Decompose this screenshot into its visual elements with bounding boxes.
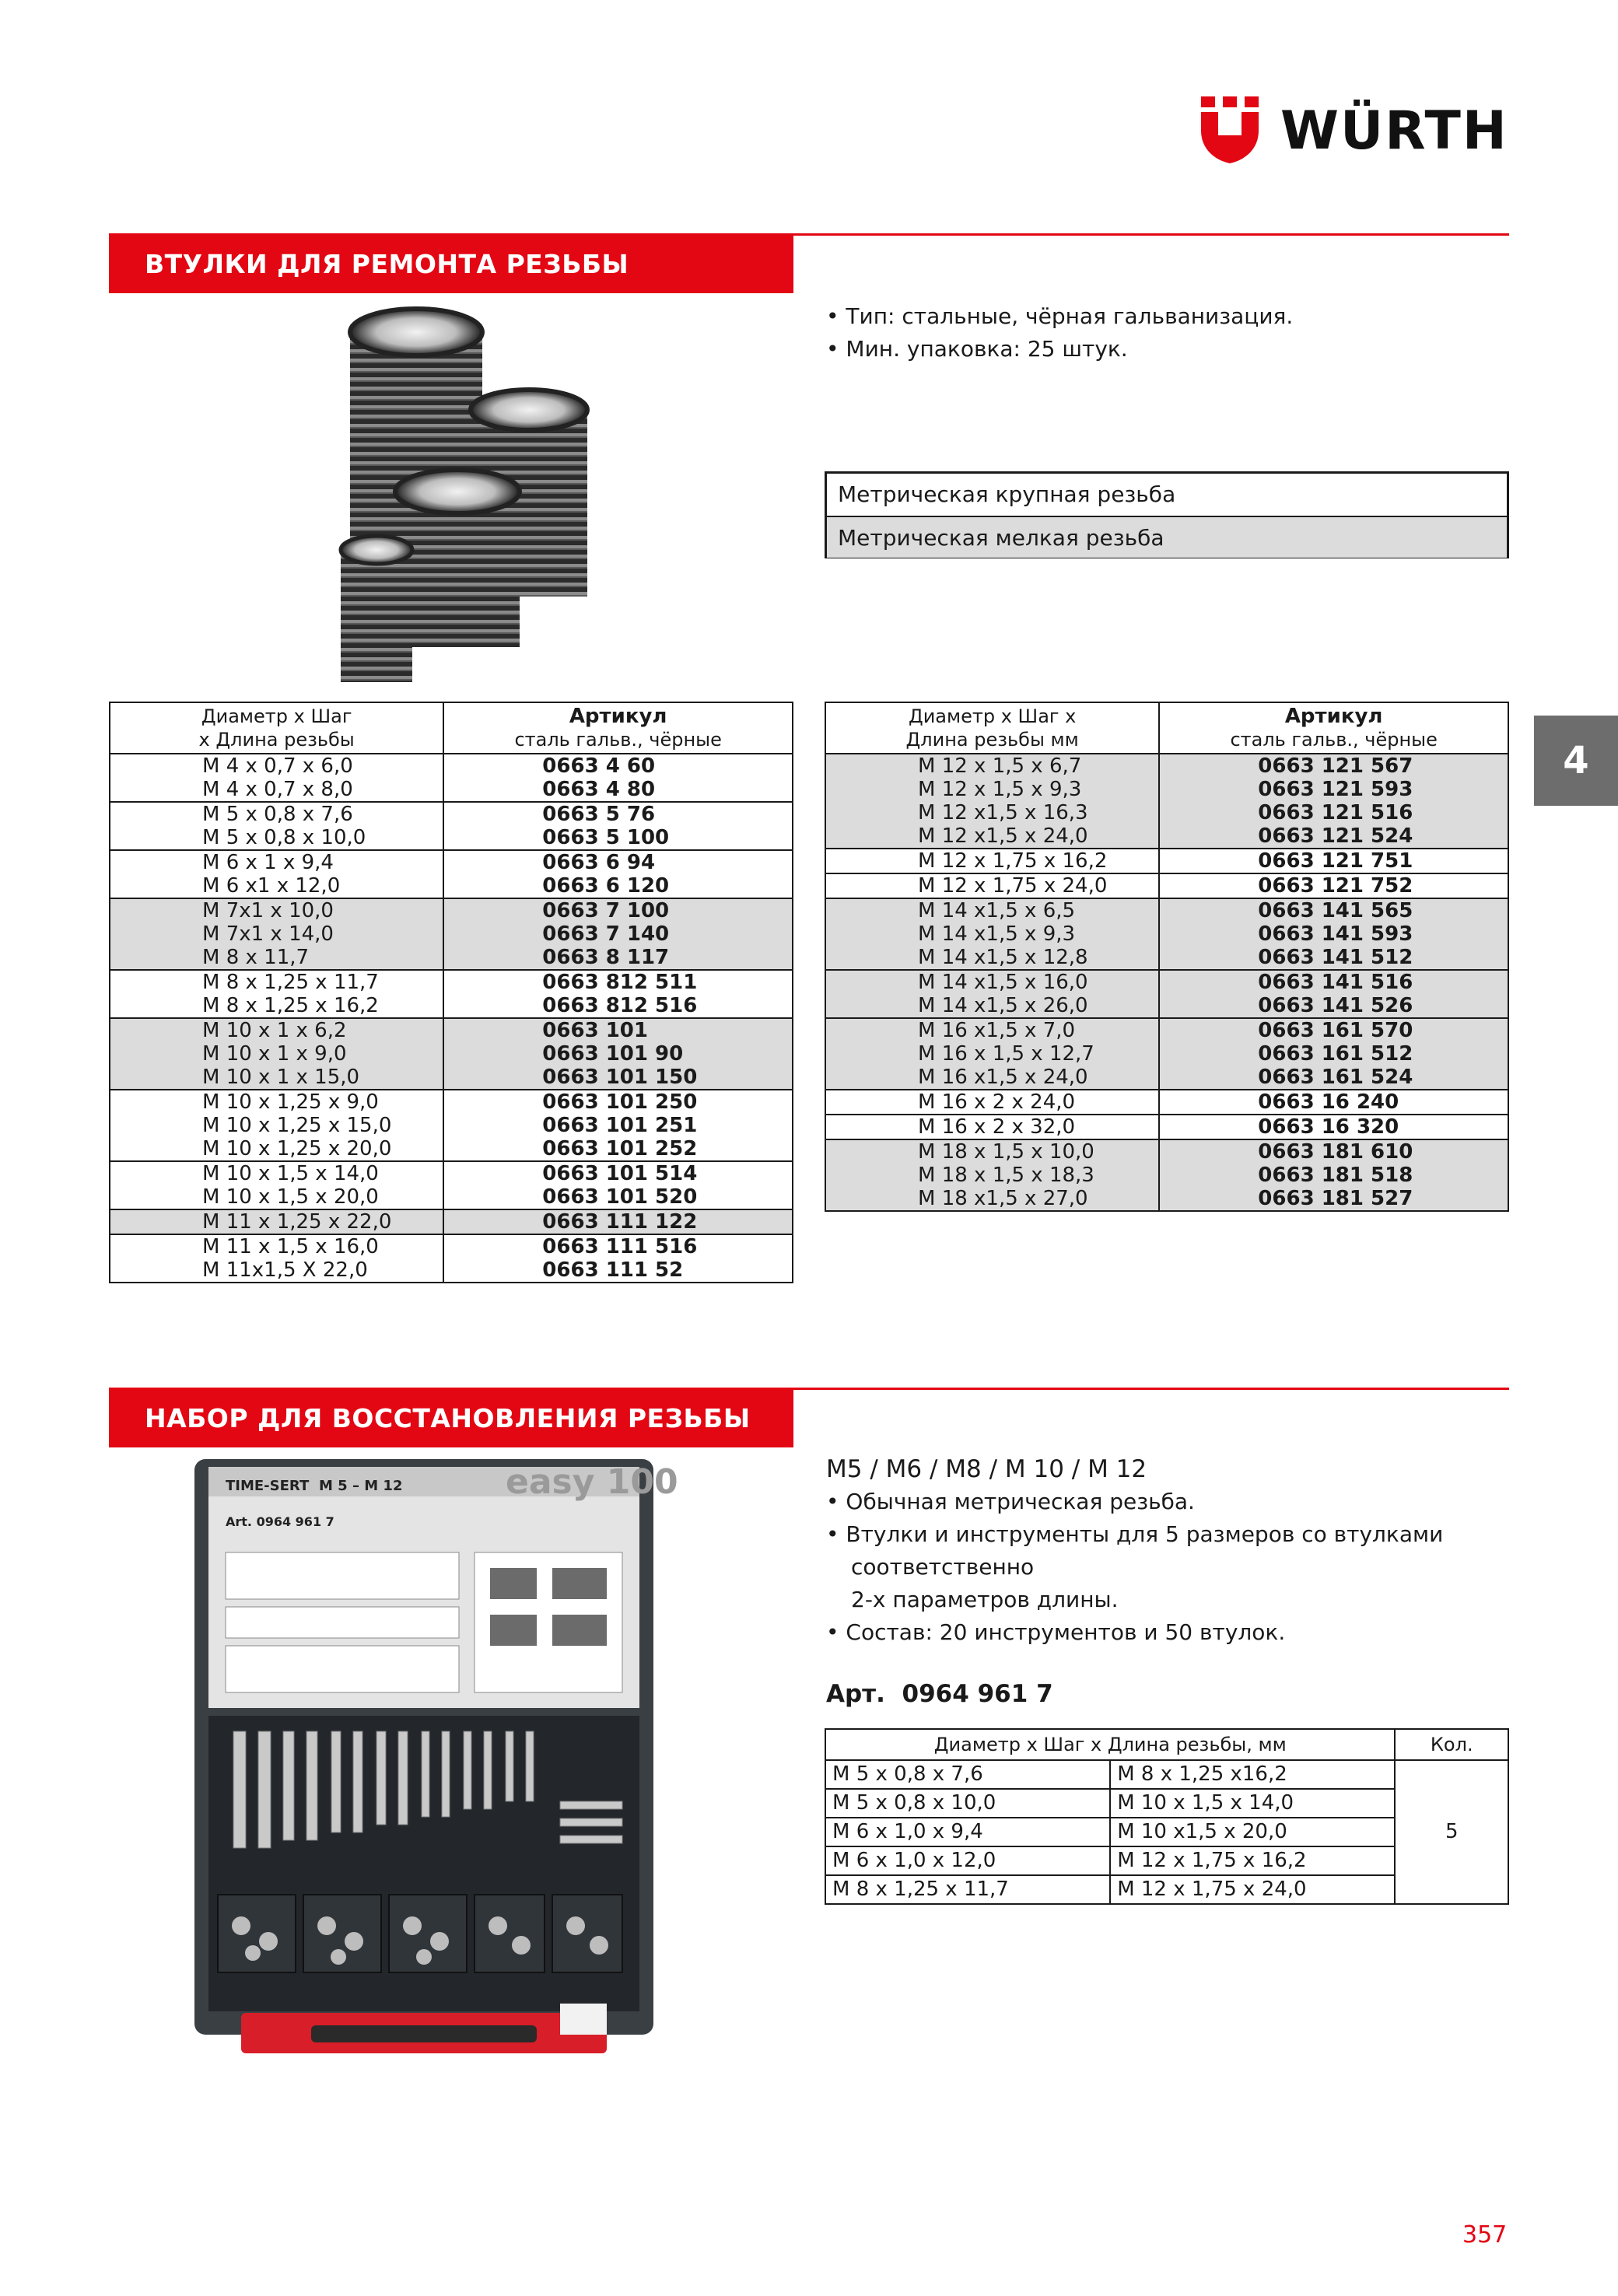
section1-bullets <box>826 300 1495 366</box>
inserts-table-right <box>825 702 1509 1212</box>
article-value: 0663 181 518 <box>1258 1164 1413 1187</box>
table-row <box>110 754 793 802</box>
size-cell <box>110 850 443 898</box>
article-cell <box>1159 873 1508 898</box>
set-size-cell: M 6 x 1,0 x 12,0 <box>825 1846 1110 1875</box>
article-cell <box>443 1209 793 1234</box>
article-value: 0663 121 524 <box>1258 824 1413 848</box>
article-value: 0663 161 524 <box>1258 1066 1413 1089</box>
kit-art-label: Art. 0964 961 7 <box>226 1514 334 1529</box>
column-header-article <box>443 702 793 754</box>
size-value: M 6 x 1 x 9,4 <box>202 851 334 874</box>
set-size-cell: M 5 x 0,8 x 10,0 <box>825 1789 1110 1818</box>
article-value: 0663 7 100 <box>542 899 670 922</box>
article-cell <box>1159 1115 1508 1139</box>
size-value: M 12 x 1,5 x 9,3 <box>918 778 1082 801</box>
size-value: M 18 x1,5 x 27,0 <box>918 1187 1088 1210</box>
table-row <box>110 1090 793 1161</box>
table-row <box>110 802 793 850</box>
set-row <box>825 1760 1508 1789</box>
size-value: M 10 x 1,5 x 14,0 <box>202 1162 379 1185</box>
set-size-cell: M 10 x1,5 x 20,0 <box>1110 1818 1395 1846</box>
header-article-title: Артикул <box>569 705 667 728</box>
size-value: M 16 x 1,5 x 12,7 <box>918 1042 1094 1066</box>
article-value: 0663 812 511 <box>542 971 698 994</box>
article-cell <box>1159 849 1508 873</box>
size-value: M 6 x1 x 12,0 <box>202 874 341 898</box>
size-value: M 12 x 1,75 x 16,2 <box>918 849 1108 873</box>
column-header-article <box>1159 702 1508 754</box>
size-cell <box>825 1018 1159 1090</box>
article-value: 0663 101 150 <box>542 1066 698 1089</box>
article-cell <box>1159 754 1508 849</box>
article-value: 0663 111 52 <box>542 1258 684 1282</box>
article-number: 0964 961 7 <box>902 1680 1053 1708</box>
article-value: 0663 181 527 <box>1258 1187 1413 1210</box>
size-cell <box>825 1139 1159 1211</box>
size-value: M 14 x1,5 x 12,8 <box>918 946 1088 969</box>
article-value: 0663 141 565 <box>1258 899 1413 922</box>
size-value: M 16 x1,5 x 24,0 <box>918 1066 1088 1089</box>
article-value: 0663 101 520 <box>542 1185 698 1209</box>
kit-brand-label: TIME-SERT <box>226 1478 310 1494</box>
article-value: 0663 161 512 <box>1258 1042 1413 1066</box>
table-row <box>825 873 1508 898</box>
article-value: 0663 121 752 <box>1258 874 1413 898</box>
article-cell <box>443 970 793 1018</box>
table-row <box>825 1139 1508 1211</box>
size-value: M 10 x 1 x 9,0 <box>202 1042 347 1066</box>
header-size-line1: Диаметр х Шаг <box>201 705 352 727</box>
size-value: M 10 x 1,25 x 9,0 <box>202 1090 379 1114</box>
header-size-line2: х Длина резьбы <box>198 729 355 751</box>
article-value: 0663 5 100 <box>542 826 670 849</box>
size-cell <box>110 754 443 802</box>
article-cell <box>1159 1018 1508 1090</box>
table-row <box>110 970 793 1018</box>
size-cell <box>825 898 1159 970</box>
article-value: 0663 8 117 <box>542 946 670 969</box>
size-cell <box>825 970 1159 1018</box>
size-value: M 18 x 1,5 x 18,3 <box>918 1164 1094 1187</box>
article-value: 0663 16 320 <box>1258 1115 1399 1139</box>
article-cell <box>443 1234 793 1283</box>
size-value: M 10 x 1,25 x 15,0 <box>202 1114 392 1137</box>
bullet-type: • Тип: стальные, чёрная гальванизация. <box>826 303 1294 329</box>
article-cell <box>1159 970 1508 1018</box>
article-cell <box>443 898 793 970</box>
article-value: 0663 5 76 <box>542 803 656 826</box>
article-cell <box>443 802 793 850</box>
bullet-contents: • Состав: 20 инструментов и 50 втулок. <box>826 1619 1286 1645</box>
header-size-line1: Диаметр х Шаг х <box>908 705 1077 727</box>
article-value: 0663 181 610 <box>1258 1140 1413 1164</box>
size-value: M 16 x 2 x 32,0 <box>918 1115 1076 1139</box>
article-cell <box>443 1090 793 1161</box>
article-cell <box>443 1018 793 1090</box>
article-value: 0663 101 514 <box>542 1162 698 1185</box>
size-cell <box>110 1209 443 1234</box>
brand-name: WÜRTH <box>1280 100 1508 162</box>
set-size-cell: M 5 x 0,8 x 7,6 <box>825 1760 1110 1789</box>
wurth-logo-mark <box>1201 96 1259 163</box>
article-label: Арт. <box>826 1680 885 1708</box>
article-value: 0663 101 250 <box>542 1090 698 1114</box>
size-value: M 8 x 11,7 <box>202 946 310 969</box>
table-row <box>825 754 1508 849</box>
table-row <box>110 1018 793 1090</box>
article-value: 0663 7 140 <box>542 922 670 946</box>
case-model-label: easy 100 <box>506 1462 678 1502</box>
article-value: 0663 121 516 <box>1258 801 1413 824</box>
size-cell <box>110 802 443 850</box>
size-value: M 4 x 0,7 x 8,0 <box>202 778 353 801</box>
set-size-cell: M 6 x 1,0 x 9,4 <box>825 1818 1110 1846</box>
size-value: M 10 x 1,5 x 20,0 <box>202 1185 379 1209</box>
header-article-sub: сталь гальв., чёрные <box>514 729 722 751</box>
article-value: 0663 121 751 <box>1258 849 1413 873</box>
set-header-sizes: Диаметр х Шаг х Длина резьбы, мм <box>825 1729 1395 1760</box>
set-size-cell: M 12 x 1,75 x 24,0 <box>1110 1875 1395 1904</box>
header-size-line2: Длина резьбы мм <box>905 729 1079 751</box>
inserts-table-right-body <box>825 754 1508 1211</box>
bullet-sizes: • Втулки и инструменты для 5 размеров со втулками <box>826 1521 1444 1547</box>
article-cell <box>1159 1090 1508 1115</box>
thread-type-legend <box>825 471 1509 558</box>
size-cell <box>825 1090 1159 1115</box>
section2-bullets <box>826 1486 1495 1649</box>
article-value: 0663 141 526 <box>1258 994 1413 1017</box>
article-value: 0663 16 240 <box>1258 1090 1399 1114</box>
header-article-sub: сталь гальв., чёрные <box>1230 729 1438 751</box>
article-value: 0663 111 516 <box>542 1235 698 1258</box>
size-cell <box>825 1115 1159 1139</box>
table-row <box>110 1234 793 1283</box>
bullet-min-pack: • Мин. упаковка: 25 штук. <box>826 336 1128 362</box>
size-value: M 7x1 x 14,0 <box>202 922 334 946</box>
bullet-metric: • Обычная метрическая резьба. <box>826 1489 1195 1514</box>
size-value: M 14 x1,5 x 6,5 <box>918 899 1076 922</box>
legend-fine: Метрическая мелкая резьба <box>827 516 1507 558</box>
page-number: 357 <box>1462 2221 1508 2249</box>
size-value: M 12 x1,5 x 16,3 <box>918 801 1088 824</box>
size-value: M 18 x 1,5 x 10,0 <box>918 1140 1094 1164</box>
size-value: M 12 x 1,75 x 24,0 <box>918 874 1108 898</box>
set-contents-table <box>825 1728 1509 1905</box>
set-size-cell: M 12 x 1,75 x 16,2 <box>1110 1846 1395 1875</box>
kit-model-label: M 5 – M 12 <box>319 1478 403 1494</box>
size-cell <box>110 1090 443 1161</box>
size-value: M 5 x 0,8 x 7,6 <box>202 803 353 826</box>
article-value: 0663 111 122 <box>542 1210 698 1234</box>
article-value: 0663 161 570 <box>1258 1019 1413 1042</box>
size-cell <box>825 754 1159 849</box>
size-cell <box>110 1161 443 1209</box>
set-size-cell: M 8 x 1,25 x 11,7 <box>825 1875 1110 1904</box>
size-cell <box>110 970 443 1018</box>
inserts-table-left-body <box>110 754 793 1283</box>
bullet-sizes-cont1: соответственно <box>851 1554 1035 1580</box>
table-row <box>825 898 1508 970</box>
article-value: 0663 101 252 <box>542 1137 698 1160</box>
article-cell <box>1159 898 1508 970</box>
chapter-tab[interactable]: 4 <box>1534 716 1618 806</box>
section1-title: ВТУЛКИ ДЛЯ РЕМОНТА РЕЗЬБЫ <box>109 236 793 293</box>
article-value: 0663 812 516 <box>542 994 698 1017</box>
article-cell <box>443 1161 793 1209</box>
set-article <box>826 1680 1053 1708</box>
article-cell <box>1159 1139 1508 1211</box>
size-value: M 12 x 1,5 x 6,7 <box>918 754 1082 778</box>
set-size-cell: M 8 x 1,25 x16,2 <box>1110 1760 1395 1789</box>
size-value: M 8 x 1,25 x 16,2 <box>202 994 379 1017</box>
size-cell <box>110 898 443 970</box>
table-row <box>110 1161 793 1209</box>
article-value: 0663 141 512 <box>1258 946 1413 969</box>
article-value: 0663 141 516 <box>1258 971 1413 994</box>
article-value: 0663 101 251 <box>542 1114 698 1137</box>
set-header-qty: Кол. <box>1395 1729 1508 1760</box>
thread-inserts-photo <box>109 293 793 690</box>
article-value: 0663 101 <box>542 1019 648 1042</box>
size-cell <box>825 873 1159 898</box>
set-qty-cell: 5 <box>1395 1760 1508 1904</box>
table-row <box>825 1018 1508 1090</box>
table-row <box>825 970 1508 1018</box>
header-article-title: Артикул <box>1284 705 1383 728</box>
table-row <box>825 1090 1508 1115</box>
size-value: M 14 x1,5 x 26,0 <box>918 994 1088 1017</box>
column-header-size <box>825 702 1159 754</box>
article-value: 0663 121 593 <box>1258 778 1413 801</box>
table-row <box>110 1209 793 1234</box>
size-cell <box>825 849 1159 873</box>
size-value: M 12 x1,5 x 24,0 <box>918 824 1088 848</box>
article-value: 0663 121 567 <box>1258 754 1413 778</box>
column-header-size <box>110 702 443 754</box>
table-row <box>825 1115 1508 1139</box>
bullet-sizes-cont2: 2-х параметров длины. <box>851 1587 1119 1612</box>
size-value: M 5 x 0,8 x 10,0 <box>202 826 366 849</box>
size-value: M 10 x 1 x 6,2 <box>202 1019 347 1042</box>
size-value: M 11 x 1,5 x 16,0 <box>202 1235 379 1258</box>
size-cell <box>110 1018 443 1090</box>
size-value: M 10 x 1,25 x 20,0 <box>202 1137 392 1160</box>
size-value: M 10 x 1 x 15,0 <box>202 1066 360 1089</box>
article-value: 0663 141 593 <box>1258 922 1413 946</box>
article-value: 0663 6 94 <box>542 851 656 874</box>
size-cell <box>110 1234 443 1283</box>
table-row <box>825 849 1508 873</box>
set-sizes-line: M5 / M6 / M8 / M 10 / M 12 <box>826 1455 1147 1483</box>
set-contents-body <box>825 1760 1508 1904</box>
legend-coarse: Метрическая крупная резьба <box>838 481 1176 507</box>
section2-title: НАБОР ДЛЯ ВОССТАНОВЛЕНИЯ РЕЗЬБЫ <box>109 1390 793 1447</box>
size-value: M 8 x 1,25 x 11,7 <box>202 971 379 994</box>
repair-kit-photo <box>194 1459 678 2058</box>
set-size-cell: M 10 x 1,5 x 14,0 <box>1110 1789 1395 1818</box>
size-value: M 16 x1,5 x 7,0 <box>918 1019 1076 1042</box>
article-value: 0663 4 60 <box>542 754 656 778</box>
article-value: 0663 4 80 <box>542 778 656 801</box>
size-value: M 14 x1,5 x 9,3 <box>918 922 1076 946</box>
size-value: M 14 x1,5 x 16,0 <box>918 971 1088 994</box>
article-cell <box>443 754 793 802</box>
size-value: M 4 x 0,7 x 6,0 <box>202 754 353 778</box>
table-row <box>110 850 793 898</box>
article-cell <box>443 850 793 898</box>
size-value: M 16 x 2 x 24,0 <box>918 1090 1076 1114</box>
size-value: M 11 x 1,25 x 22,0 <box>202 1210 392 1234</box>
table-row <box>110 898 793 970</box>
article-value: 0663 101 90 <box>542 1042 684 1066</box>
article-value: 0663 6 120 <box>542 874 670 898</box>
inserts-table-left <box>109 702 793 1283</box>
size-value: M 7x1 x 10,0 <box>202 899 334 922</box>
size-value: M 11x1,5 X 22,0 <box>202 1258 368 1282</box>
